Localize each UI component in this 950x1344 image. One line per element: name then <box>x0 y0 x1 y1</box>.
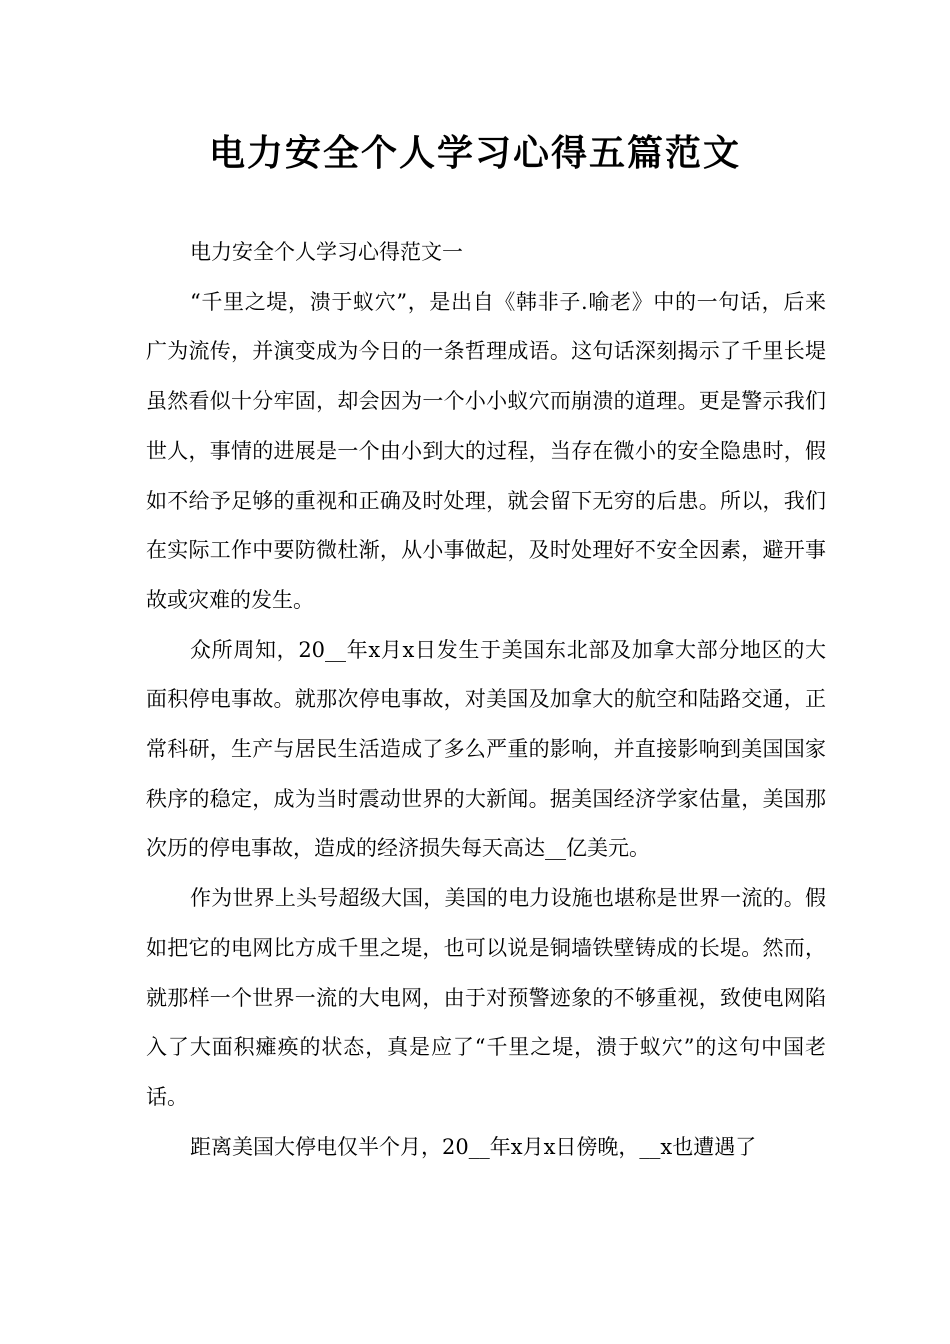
paragraph-2: 众所周知，20__年x月x日发生于美国东北部及加拿大部分地区的大面积停电事故。就那次停电事故，对美国及加拿大的航空和陆路交通，正常科研，生产与居民生活造成了多么严重的影响，并直接影响到美国国家秩序的稳定，成为当时震动世界的大新闻。据美国经济学家估量，美国那次历的停电事故，造成的经济损失每天高达__亿美元。 <box>146 637 826 861</box>
section-heading: 电力安全个人学习心得范文一 <box>190 240 463 264</box>
paragraph-4: 距离美国大停电仅半个月，20__年x月x日傍晚，__x也遭遇了 <box>190 1134 757 1159</box>
paragraph-1: “千里之堤，溃于蚁穴”，是出自《韩非子.喻老》中的一句话，后来广为流传，并演变成为今日的一条哲理成语。这句话深刻揭示了千里长堤虽然看似十分牢固，却会因为一个小小蚁穴而崩溃的道理。更是警示我们世人，事情的进展是一个由小到大的过程，当存在微小的安全隐患时，假如不给予足够的重视和正确及时处理，就会留下无穷的后患。所以，我们在实际工作中要防微杜渐，从小事做起，及时处理好不安全因素，避开事故或灾难的发生。 <box>146 289 826 612</box>
document-title: 电力安全个人学习心得五篇范文 <box>208 132 741 174</box>
document-body <box>146 228 826 1172</box>
paragraph-3: 作为世界上头号超级大国，美国的电力设施也堪称是世界一流的。假如把它的电网比方成千里之堤，也可以说是铜墙铁壁铸成的长堤。然而，就那样一个世界一流的大电网，由于对预警迹象的不够重视，致使电网陷入了大面积瘫痪的状态，真是应了“千里之堤，溃于蚁穴”的这句中国老话。 <box>146 886 826 1109</box>
